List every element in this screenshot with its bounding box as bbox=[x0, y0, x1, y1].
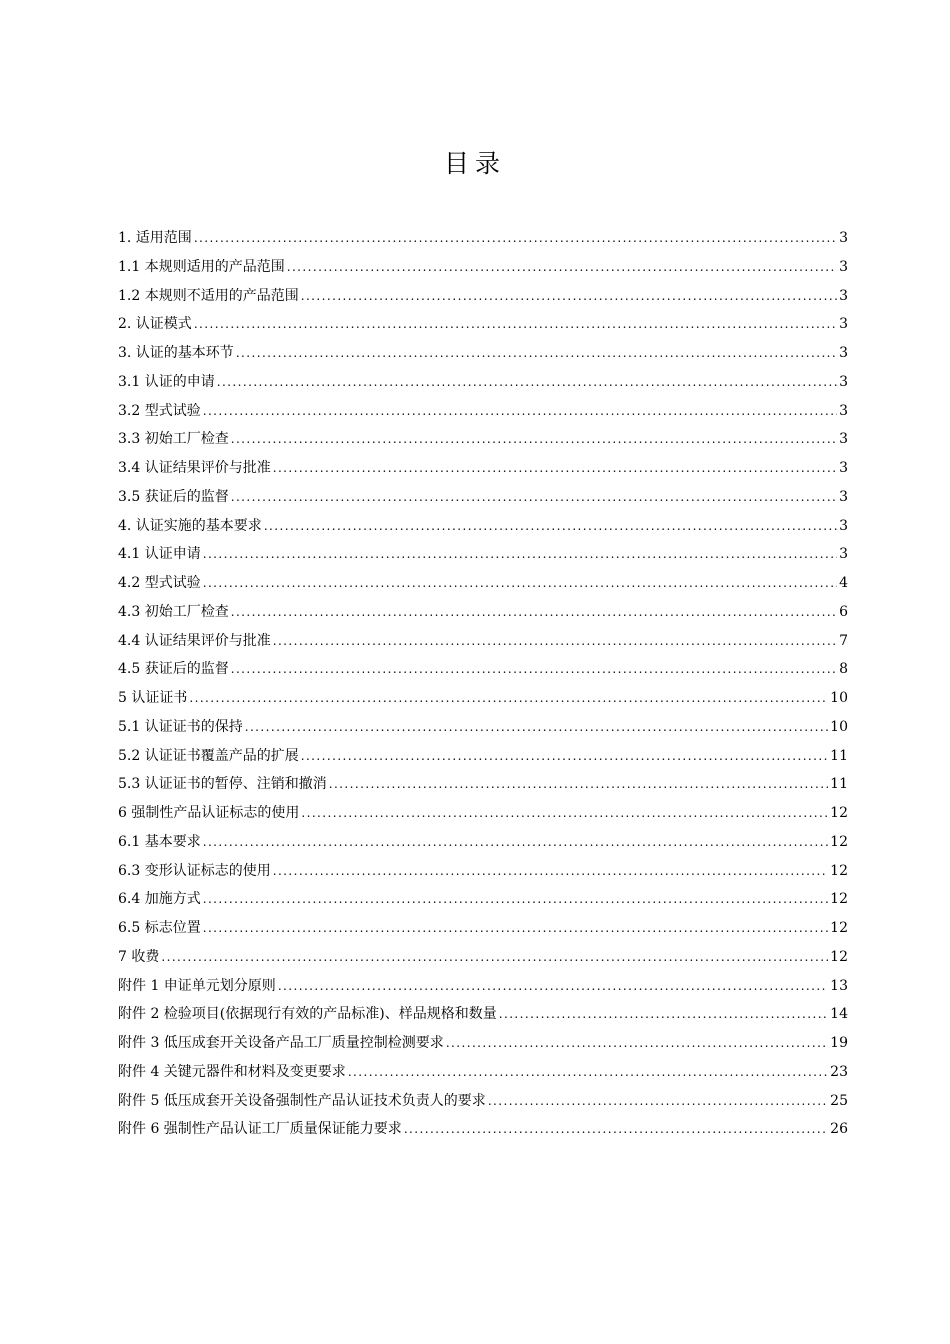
toc-leader-dots bbox=[273, 454, 837, 483]
toc-entry-page-number: 3 bbox=[839, 460, 848, 476]
toc-entry-label: 5 认证证书 bbox=[118, 690, 188, 706]
toc-entry[interactable] bbox=[118, 684, 848, 713]
toc-entry-label: 4.3 初始工厂检查 bbox=[118, 603, 229, 620]
toc-entry-page-number: 3 bbox=[839, 488, 848, 505]
toc-leader-dots bbox=[161, 943, 828, 972]
toc-list bbox=[118, 224, 848, 1144]
toc-entry[interactable] bbox=[118, 598, 848, 627]
toc-leader-dots bbox=[264, 512, 837, 541]
toc-entry-page-number: 13 bbox=[830, 977, 848, 994]
toc-entry-label: 附件 2 检验项目(依据现行有效的产品标准)、样品规格和数量 bbox=[118, 1006, 497, 1023]
toc-leader-dots bbox=[301, 742, 828, 771]
toc-entry[interactable] bbox=[118, 972, 848, 1001]
toc-entry-label: 附件 4 关键元器件和材料及变更要求 bbox=[118, 1063, 346, 1080]
toc-entry[interactable] bbox=[118, 454, 848, 483]
toc-entry-page-number: 3 bbox=[839, 373, 848, 390]
toc-entry-page-number: 19 bbox=[830, 1035, 848, 1051]
toc-entry-label: 3.2 型式试验 bbox=[118, 402, 201, 419]
toc-entry-page-number: 14 bbox=[830, 1006, 848, 1023]
toc-leader-dots bbox=[329, 770, 828, 799]
toc-entry[interactable] bbox=[118, 1087, 848, 1116]
toc-entry-label: 4.2 型式试验 bbox=[118, 575, 201, 591]
toc-entry-page-number: 3 bbox=[839, 546, 848, 563]
toc-entry[interactable] bbox=[118, 742, 848, 771]
toc-entry[interactable] bbox=[118, 1000, 848, 1029]
toc-entry-label: 3. 认证的基本环节 bbox=[118, 345, 234, 361]
toc-entry[interactable] bbox=[118, 857, 848, 886]
toc-entry-page-number: 10 bbox=[830, 718, 848, 735]
toc-entry[interactable] bbox=[118, 253, 848, 282]
toc-entry-label: 4. 认证实施的基本要求 bbox=[118, 517, 262, 534]
toc-entry-page-number: 23 bbox=[830, 1063, 848, 1080]
toc-entry-page-number: 3 bbox=[839, 431, 848, 448]
toc-leader-dots bbox=[203, 828, 828, 857]
toc-entry[interactable] bbox=[118, 770, 848, 799]
toc-entry[interactable] bbox=[118, 799, 848, 828]
toc-entry-label: 6.4 加施方式 bbox=[118, 891, 201, 908]
toc-leader-dots bbox=[203, 569, 837, 598]
toc-entry[interactable] bbox=[118, 655, 848, 684]
toc-leader-dots bbox=[203, 397, 837, 426]
toc-leader-dots bbox=[287, 253, 837, 282]
toc-entry[interactable] bbox=[118, 914, 848, 943]
toc-entry-page-number: 12 bbox=[830, 833, 848, 850]
toc-entry-label: 4.4 认证结果评价与批准 bbox=[118, 632, 271, 649]
toc-leader-dots bbox=[231, 655, 837, 684]
toc-entry-page-number: 3 bbox=[839, 316, 848, 333]
toc-entry-label: 5.2 认证证书覆盖产品的扩展 bbox=[118, 747, 299, 764]
toc-entry[interactable] bbox=[118, 713, 848, 742]
toc-entry-page-number: 7 bbox=[839, 632, 848, 649]
toc-leader-dots bbox=[273, 857, 828, 886]
toc-entry-label: 5.3 认证证书的暂停、注销和撤消 bbox=[118, 776, 327, 793]
toc-entry[interactable] bbox=[118, 1029, 848, 1058]
toc-entry-page-number: 10 bbox=[830, 690, 848, 706]
toc-entry[interactable] bbox=[118, 1115, 848, 1144]
toc-leader-dots bbox=[194, 224, 837, 253]
toc-leader-dots bbox=[278, 972, 828, 1001]
toc-entry-page-number: 12 bbox=[830, 862, 848, 879]
toc-entry[interactable] bbox=[118, 483, 848, 512]
toc-entry-page-number: 25 bbox=[830, 1092, 848, 1109]
toc-leader-dots bbox=[203, 540, 837, 569]
toc-leader-dots bbox=[194, 310, 837, 339]
toc-entry-label: 5.1 认证证书的保持 bbox=[118, 718, 243, 735]
toc-entry-label: 2. 认证模式 bbox=[118, 316, 192, 333]
toc-entry-page-number: 3 bbox=[839, 258, 848, 275]
toc-entry[interactable] bbox=[118, 224, 848, 253]
toc-leader-dots bbox=[404, 1115, 828, 1144]
toc-leader-dots bbox=[301, 282, 837, 311]
toc-entry-page-number: 3 bbox=[839, 402, 848, 419]
toc-entry-label: 4.5 获证后的监督 bbox=[118, 661, 229, 678]
toc-entry-page-number: 3 bbox=[839, 517, 848, 534]
toc-entry[interactable] bbox=[118, 339, 848, 368]
toc-entry[interactable] bbox=[118, 943, 848, 972]
toc-leader-dots bbox=[488, 1087, 828, 1116]
toc-leader-dots bbox=[446, 1029, 828, 1058]
toc-leader-dots bbox=[217, 368, 837, 397]
toc-leader-dots bbox=[203, 914, 828, 943]
toc-entry-page-number: 12 bbox=[830, 891, 848, 908]
toc-entry-page-number: 4 bbox=[839, 575, 848, 591]
toc-leader-dots bbox=[348, 1058, 828, 1087]
toc-leader-dots bbox=[499, 1000, 828, 1029]
toc-entry[interactable] bbox=[118, 512, 848, 541]
toc-entry[interactable] bbox=[118, 425, 848, 454]
toc-entry-page-number: 11 bbox=[830, 776, 848, 793]
toc-entry-label: 3.3 初始工厂检查 bbox=[118, 431, 229, 448]
toc-entry[interactable] bbox=[118, 310, 848, 339]
toc-entry[interactable] bbox=[118, 397, 848, 426]
toc-leader-dots bbox=[231, 425, 837, 454]
toc-leader-dots bbox=[203, 885, 828, 914]
toc-entry-page-number: 3 bbox=[839, 287, 848, 304]
toc-title: 目录 bbox=[443, 149, 506, 178]
toc-entry-label: 6 强制性产品认证标志的使用 bbox=[118, 805, 300, 821]
toc-entry[interactable] bbox=[118, 1058, 848, 1087]
toc-entry-page-number: 11 bbox=[830, 747, 848, 764]
toc-leader-dots bbox=[245, 713, 828, 742]
toc-entry-label: 1.1 本规则适用的产品范围 bbox=[118, 258, 285, 275]
toc-leader-dots bbox=[231, 483, 837, 512]
toc-leader-dots bbox=[231, 598, 837, 627]
toc-leader-dots bbox=[236, 339, 837, 368]
toc-entry-label: 6.3 变形认证标志的使用 bbox=[118, 862, 271, 879]
toc-entry-label: 6.5 标志位置 bbox=[118, 920, 201, 936]
toc-entry-page-number: 26 bbox=[830, 1121, 848, 1138]
toc-entry[interactable] bbox=[118, 368, 848, 397]
toc-entry[interactable] bbox=[118, 627, 848, 656]
toc-entry[interactable] bbox=[118, 282, 848, 311]
toc-entry-label: 7 收费 bbox=[118, 948, 160, 965]
toc-entry-label: 附件 3 低压成套开关设备产品工厂质量控制检测要求 bbox=[118, 1035, 444, 1051]
toc-entry[interactable] bbox=[118, 828, 848, 857]
toc-entry-label: 1.2 本规则不适用的产品范围 bbox=[118, 287, 299, 304]
toc-entry-label: 附件 5 低压成套开关设备强制性产品认证技术负责人的要求 bbox=[118, 1092, 486, 1109]
toc-entry-label: 附件 1 申证单元划分原则 bbox=[118, 977, 276, 994]
toc-entry-page-number: 12 bbox=[830, 805, 848, 821]
toc-entry-label: 4.1 认证申请 bbox=[118, 546, 201, 563]
toc-entry-page-number: 12 bbox=[830, 920, 848, 936]
toc-entry[interactable] bbox=[118, 569, 848, 598]
toc-entry[interactable] bbox=[118, 885, 848, 914]
toc-entry-page-number: 3 bbox=[839, 345, 848, 361]
toc-entry-page-number: 8 bbox=[839, 661, 848, 678]
toc-leader-dots bbox=[189, 684, 828, 713]
toc-entry[interactable] bbox=[118, 540, 848, 569]
toc-entry-page-number: 6 bbox=[839, 603, 848, 620]
toc-entry-label: 3.4 认证结果评价与批准 bbox=[118, 460, 271, 476]
toc-entry-page-number: 3 bbox=[839, 230, 848, 246]
toc-entry-label: 附件 6 强制性产品认证工厂质量保证能力要求 bbox=[118, 1121, 402, 1138]
toc-leader-dots bbox=[301, 799, 828, 828]
toc-entry-label: 1. 适用范围 bbox=[118, 230, 192, 246]
toc-entry-label: 3.1 认证的申请 bbox=[118, 373, 215, 390]
toc-entry-label: 6.1 基本要求 bbox=[118, 833, 201, 850]
toc-leader-dots bbox=[273, 627, 837, 656]
toc-entry-label: 3.5 获证后的监督 bbox=[118, 488, 229, 505]
toc-entry-page-number: 12 bbox=[830, 948, 848, 965]
